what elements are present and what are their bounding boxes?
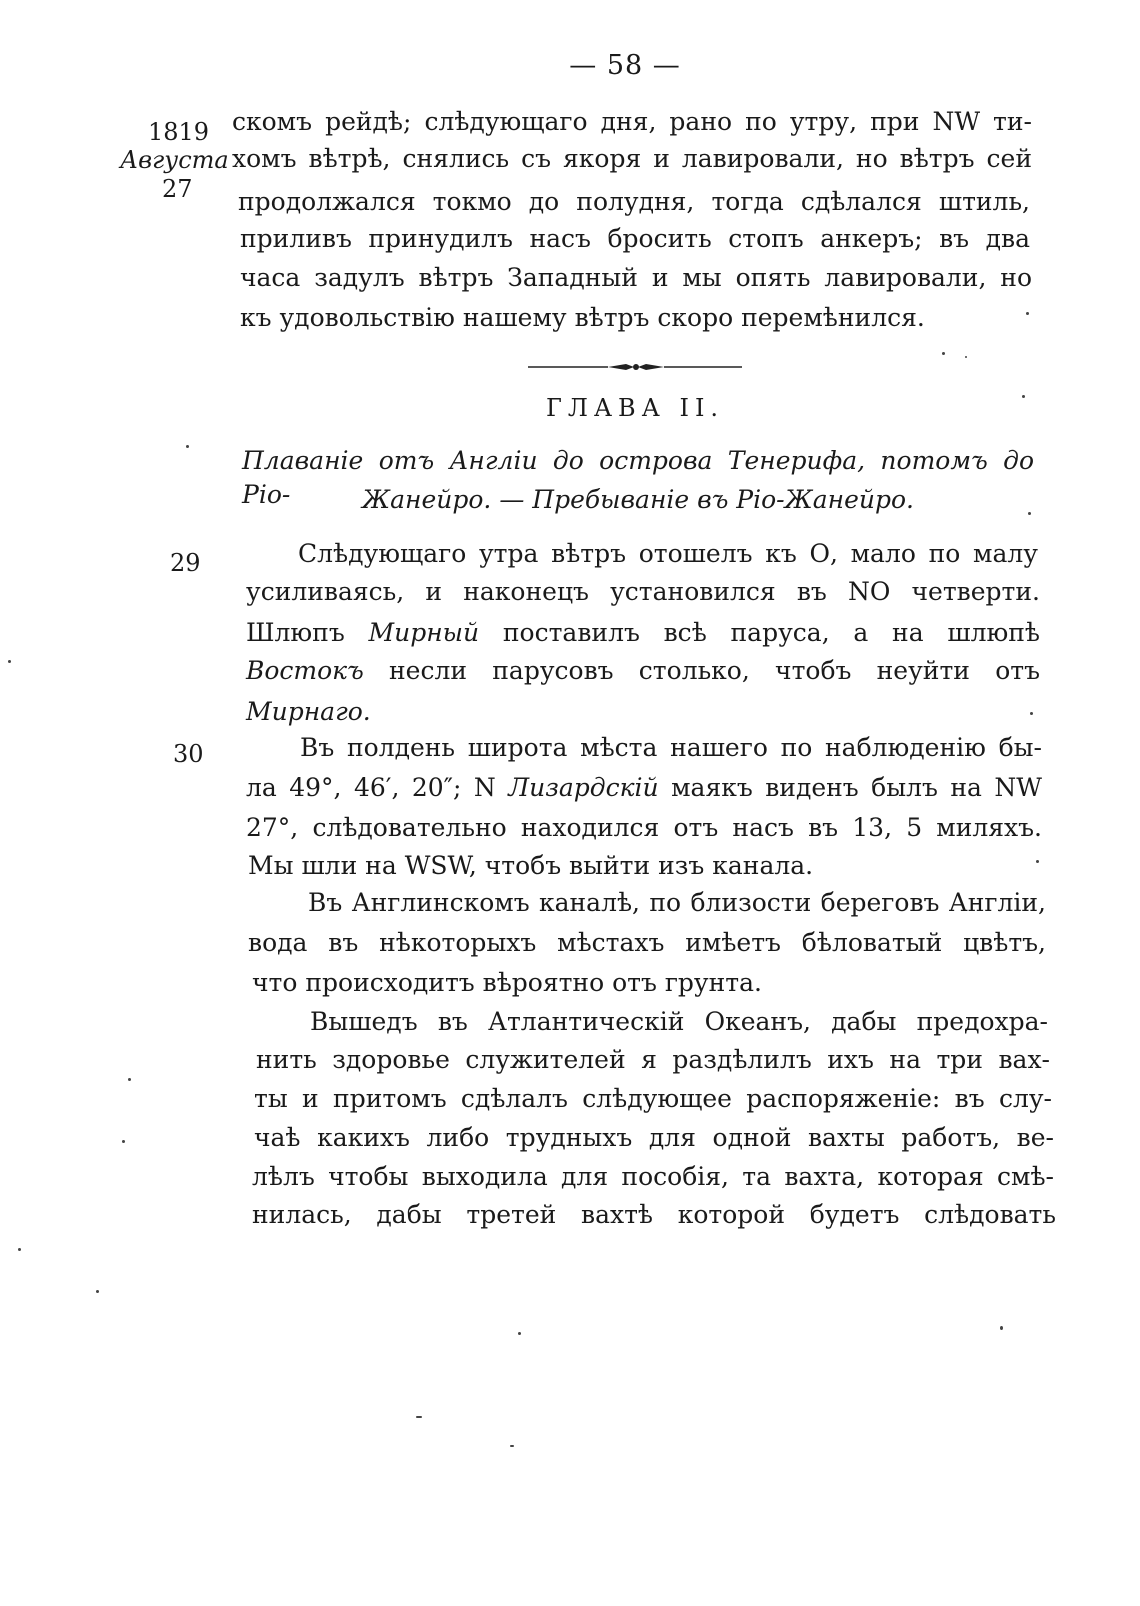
lizard-lighthouse-name: Лизардскій bbox=[508, 773, 659, 802]
margin-day-27: 27 bbox=[162, 175, 193, 203]
text-line: приливъ принудилъ насъ бросить стопъ анкеръ; въ два bbox=[240, 224, 1030, 253]
margin-day-29: 29 bbox=[170, 549, 201, 577]
chapter-heading: ГЛАВА II. bbox=[545, 394, 725, 422]
scan-speck bbox=[1028, 512, 1031, 515]
text-line-mixed bbox=[246, 772, 1042, 804]
text-line: скомъ рейдѣ; слѣдующаго дня, рано по утру, при NW ти- bbox=[232, 107, 1032, 136]
scan-speck bbox=[1036, 860, 1039, 863]
scan-speck bbox=[186, 445, 189, 448]
text-line: лѣлъ чтобы выходила для пособія, та вахта, которая смѣ- bbox=[252, 1162, 1054, 1191]
scan-speck bbox=[96, 1290, 99, 1293]
chapter-subtitle-line-2: Жанейро. — Пребываніе въ Ріо-Жанейро. bbox=[362, 485, 914, 514]
ship-name-vostok: Востокъ bbox=[246, 656, 364, 685]
scan-speck bbox=[1022, 395, 1025, 398]
text-line: Вышедъ въ Атлантическій Океанъ, дабы предохра- bbox=[310, 1007, 1048, 1036]
text-line-mixed bbox=[246, 617, 1040, 649]
scan-speck bbox=[128, 1078, 131, 1081]
scan-speck bbox=[518, 1332, 521, 1335]
text-line: Мы шли на WSW, чтобъ выйти изъ канала. bbox=[248, 851, 814, 880]
scan-speck bbox=[942, 352, 945, 355]
ornamental-divider bbox=[528, 361, 742, 373]
scan-speck bbox=[1030, 712, 1033, 715]
scan-speck bbox=[510, 1445, 514, 1447]
ship-name-mirny: Мирный bbox=[368, 618, 480, 647]
margin-month: Августа bbox=[120, 146, 229, 174]
text-line: часа задулъ вѣтръ Западный и мы опять лавировали, но bbox=[240, 263, 1032, 292]
ship-name-mirnago: Мирнаго. bbox=[246, 697, 371, 726]
text-span: ла 49°, 46′, 20″; N bbox=[246, 773, 509, 802]
margin-day-30: 30 bbox=[173, 740, 204, 768]
text-line: къ удовольствію нашему вѣтръ скоро перемѣнился. bbox=[240, 303, 925, 332]
scan-speck bbox=[18, 1248, 21, 1251]
text-line: вода въ нѣкоторыхъ мѣстахъ имѣетъ бѣловатый цвѣтъ, bbox=[248, 928, 1046, 957]
text-line: Въ полдень широта мѣста нашего по наблюденію бы- bbox=[300, 733, 1042, 762]
text-line: нить здоровье служителей я раздѣлилъ ихъ на три вах- bbox=[256, 1045, 1050, 1074]
text-span: маякъ виденъ былъ на NW bbox=[658, 773, 1042, 802]
text-span: поставилъ всѣ паруса, а на шлюпѣ bbox=[479, 618, 1040, 647]
scan-speck bbox=[122, 1140, 125, 1143]
text-line: 27°, слѣдовательно находился отъ насъ въ 13, 5 миляхъ. bbox=[246, 813, 1042, 842]
scan-speck bbox=[1000, 1326, 1003, 1330]
scan-speck bbox=[8, 660, 11, 663]
text-line-mixed bbox=[246, 655, 1040, 687]
scan-speck bbox=[965, 356, 967, 358]
chapter-subtitle-line-1: Плаваніе отъ Англіи до острова Тенерифа, потомъ до Ріо- bbox=[242, 446, 1034, 509]
text-line: нилась, дабы третей вахтѣ которой будетъ слѣдовать bbox=[252, 1200, 1056, 1229]
text-line: Въ Англинскомъ каналѣ, по близости береговъ Англіи, bbox=[308, 888, 1046, 917]
text-line: ты и притомъ сдѣлалъ слѣдующее распоряженіе: въ слу- bbox=[254, 1084, 1052, 1113]
text-line: чаѣ какихъ либо трудныхъ для одной вахты работъ, ве- bbox=[254, 1123, 1054, 1152]
scan-speck bbox=[1026, 312, 1029, 315]
page-number: — 58 — bbox=[569, 50, 681, 81]
text-span: Шлюпъ bbox=[246, 618, 369, 647]
text-line: хомъ вѣтрѣ, снялись съ якоря и лавировали, но вѣтръ сей bbox=[232, 144, 1032, 173]
text-span: несли парусовъ столько, чтобъ неуйти отъ bbox=[363, 656, 1040, 685]
text-line: усиливаясь, и наконецъ установился въ NO четверти. bbox=[246, 577, 1040, 606]
text-line: продолжался токмо до полудня, тогда сдѣлался штиль, bbox=[238, 187, 1030, 216]
scan-speck bbox=[416, 1416, 422, 1418]
text-line: Слѣдующаго утра вѣтръ отошелъ къ О, мало по малу bbox=[298, 539, 1038, 568]
text-line: что происходитъ вѣроятно отъ грунта. bbox=[252, 968, 762, 997]
margin-year: 1819 bbox=[148, 118, 210, 146]
